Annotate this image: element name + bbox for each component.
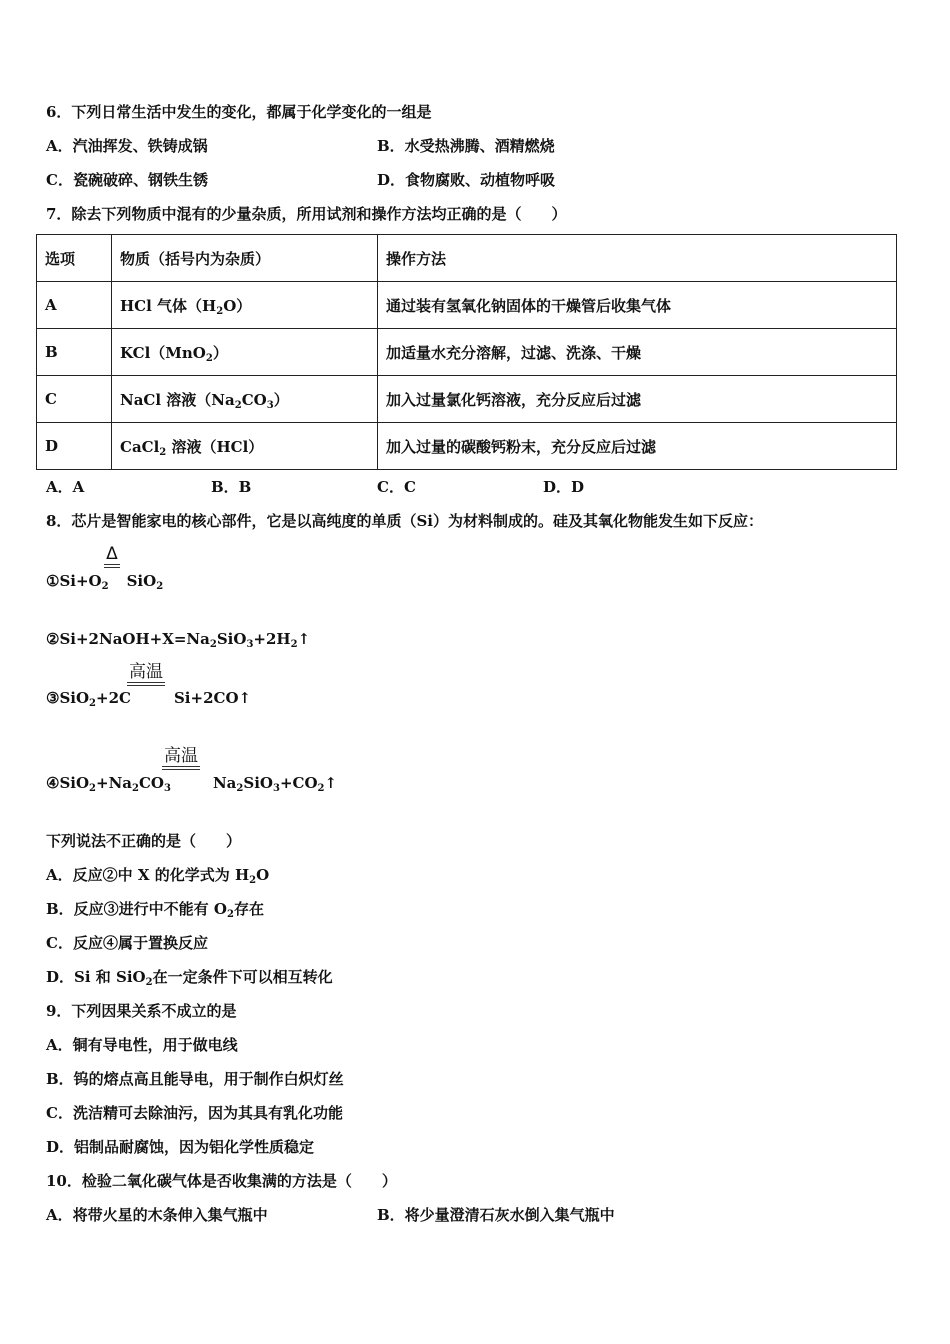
q6-option-b: B．水受热沸腾、酒精燃烧 <box>377 137 555 155</box>
row-option: C <box>37 376 112 423</box>
header-substance: 物质（括号内为杂质） <box>112 235 378 282</box>
header-option: 选项 <box>37 235 112 282</box>
table-header-row <box>37 235 897 282</box>
q9-option-a: A．铜有导电性，用于做电线 <box>46 1036 238 1054</box>
q9-option-c: C．洗洁精可去除油污，因为其具有乳化功能 <box>46 1104 343 1122</box>
reaction-1: $①Si+O_2$ SiO$_2$ <box>46 572 164 592</box>
q8-option-d: D．Si 和 SiO$_2$在一定条件下可以相互转化 <box>46 968 333 988</box>
q6-option-c: C．瓷碗破碎、钢铁生锈 <box>46 171 208 189</box>
reaction-2: $②Si+2NaOH+X=Na_2SiO_3+2H_2↑$ <box>46 630 311 650</box>
q7-option-c: C．C <box>377 478 416 496</box>
table-row <box>37 329 897 376</box>
row-method: 加入过量氯化钙溶液，充分反应后过滤 <box>378 376 897 423</box>
q10-stem: 10．检验二氧化碳气体是否收集满的方法是（ ） <box>46 1172 397 1190</box>
row-option: D <box>37 423 112 470</box>
row-substance: KCl（MnO$_2$） <box>112 329 378 376</box>
q8-ask: 下列说法不正确的是（ ） <box>46 832 242 850</box>
row-method: 加入过量的碳酸钙粉末，充分反应后过滤 <box>378 423 897 470</box>
table-row <box>37 376 897 423</box>
q7-option-a: A．A <box>46 478 85 496</box>
q7-table <box>36 234 897 470</box>
q8-option-a: A．反应②中 X 的化学式为 $H_2O$ <box>46 866 270 886</box>
q6-option-a: A．汽油挥发、铁铸成锅 <box>46 137 208 155</box>
q10-option-a: A．将带火星的木条伸入集气瓶中 <box>46 1206 268 1224</box>
row-substance: HCl 气体$(H_2O)$ <box>112 282 378 329</box>
table-row <box>37 423 897 470</box>
q9-option-d: D．铝制品耐腐蚀，因为铝化学性质稳定 <box>46 1138 315 1156</box>
q9-option-b: B．钨的熔点高且能导电，用于制作白炽灯丝 <box>46 1070 344 1088</box>
row-substance: CaCl$_2$ 溶液（HCl） <box>112 423 378 470</box>
high-temperature-condition: 高温 <box>162 746 200 770</box>
row-method: 通过装有氢氧化钠固体的干燥管后收集气体 <box>378 282 897 329</box>
reaction-3: ③SiO$_2$+2C Si+2CO↑ <box>46 689 252 709</box>
q7-stem: 7．除去下列物质中混有的少量杂质，所用试剂和操作方法均正确的是（ ） <box>46 205 567 223</box>
q6-option-d: D．食物腐败、动植物呼吸 <box>377 171 556 189</box>
row-method: 加适量水充分溶解，过滤、洗涤、干燥 <box>378 329 897 376</box>
q7-option-d: D．D <box>543 478 585 496</box>
heat-condition: Δ <box>104 544 120 568</box>
q9-stem: 9．下列因果关系不成立的是 <box>46 1002 237 1020</box>
row-option: A <box>37 282 112 329</box>
row-option: B <box>37 329 112 376</box>
row-substance: NaCl 溶液$(Na_2CO_3)$ <box>112 376 378 423</box>
q7-option-b: B．B <box>211 478 252 496</box>
table-row <box>37 282 897 329</box>
header-method: 操作方法 <box>378 235 897 282</box>
q8-option-c: C．反应④属于置换反应 <box>46 934 208 952</box>
high-temperature-condition: 高温 <box>127 662 165 686</box>
q6-stem: 6．下列日常生活中发生的变化，都属于化学变化的一组是 <box>46 103 432 121</box>
reaction-4: $④SiO_2+Na_2CO_3$ $Na_2SiO_3+CO_2↑$ <box>46 774 338 794</box>
q10-option-b: B．将少量澄清石灰水倒入集气瓶中 <box>377 1206 615 1224</box>
q8-stem: 8．芯片是智能家电的核心部件，它是以高纯度的单质（Si）为材料制成的。硅及其氧化物能发生如下反应： <box>46 512 763 530</box>
q8-option-b: B．反应③进行中不能有 $O_2$存在 <box>46 900 264 920</box>
